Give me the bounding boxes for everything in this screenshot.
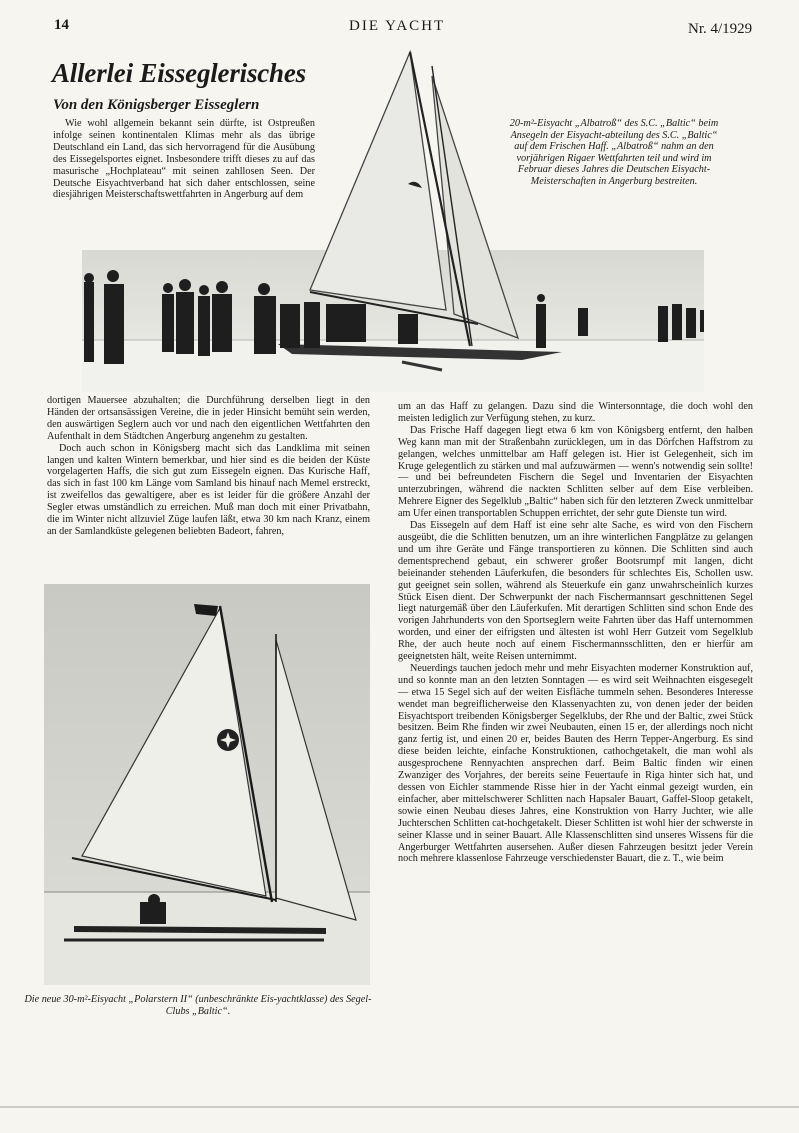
bottom-photo-caption: Die neue 30-m²-Eisyacht „Polarstern II“ (unbeschränkte Eis-yachtklasse) des Segel-Clubs „Baltic“. [24, 994, 372, 1017]
right-paragraph-2: Das Eissegeln auf dem Haff ist eine sehr alte Sache, es wird von den Fischern ausgeübt, die die Schlitten benutzen, um an ihre winterlichen Fangplätze zu gelangen und um ihre Geräte und Fänge transportieren zu können. Die Schlitten sind auch dementsprechend gebaut, ein schwerer großer Bootsrumpf mit langen, dicht beieinander stehenden Läuferkufen, die besonders für schlechtes Eis, Schollen usw. gut geeignet sein sollen, während als Steuerkufe ein ganz unwahrscheinlich kurzes Stück Eisen dient. Der Schwerpunkt der nach Fischermannsart geschnittenen Segel liegt naturgemäß über den Läuferkufen. Mit derartigen Schlitten sind schon Ende des vorigen Jahrhunderts von den Sportseglern weite Fahrten über das Haff unternommen worden, und einer der eifrigsten und ältesten ist wohl Herr Gutzeit vom Segelklub Rhe, der auch heute noch auf einem Fischermannsschlitten, den er hierfür am geeignetsten hält, weite Reisen unternimmt. [398, 520, 753, 663]
left-paragraph-2: Doch auch schon in Königsberg macht sich das Landklima mit seinen langen und kalten Wintern bemerkbar, und hier sind es die beiden der Küste vorgelagerten Haffs, die sich gut zum Eissegeln eignen. Das Kurische Haff, das sich in fast 100 km Länge vom Samland bis hinauf nach Memel erstreckt, ist zweifellos das gewaltigere, aber es ist leider für die größere Anzahl der Segler etwas umständlich zu erreichen. Muß man doch mit einer Privatbahn, die im Winter nicht allzuviel Züge laufen läßt, etwa 30 km nach Kranz, einem an der Samlandküste gelegenen beliebten Badeort, fahren, [47, 442, 370, 537]
right-column [398, 401, 753, 865]
right-paragraph-1: Das Frische Haff dagegen liegt etwa 6 km von Königsberg entfernt, den halben Weg kann man mit der Straßenbahn zurücklegen, um in das Dörfchen Haffstrom zu gelangen, welches unmittelbar am Haff gelegen ist. Hier ist Gelegenheit, sich im Kruge gelegentlich zu stärken und mal aufzuwärmen — wenn's notwendig sein sollte! — und bei befreundeten Fischern die Segel und Inventarien der Eisyachten unterzubringen, während die nackten Schlitten selber auf dem Eise verbleiben. Mehrere Eigner des Segelklub „Baltic“ haben sich für den letzteren Zweck unmittelbar am Ufer einen transportablen Schuppen errichtet, der sehr gute Dienste tun wird. [398, 424, 753, 520]
bottom-photo [44, 584, 370, 985]
page-number: 14 [54, 17, 69, 33]
left-paragraph-1: dortigen Mauersee abzuhalten; die Durchführung derselben liegt in den Händen der ortsansässigen Vereine, die in jeder Hinsicht bemüht sein werden, den auswärtigen Seglern auch vor und nach den eigentlichen Wettfahrten den Aufenthalt in dem Städtchen Angerburg angenehm zu gestalten. [47, 395, 370, 442]
top-photo-caption: 20-m²-Eisyacht „Albatroß“ des S.C. „Baltic“ beim Ansegeln der Eisyacht-abteilung des S.C. „Baltic“ auf dem Frischen Haff. „Albatroß“ nahm an den vorjährigen Rigaer Wettfahrten teil und wird im Februar dieses Jahres die Deutschen Eisyacht-Meisterschaften in Angerburg bestreiten. [509, 118, 719, 187]
top-photo [82, 48, 704, 392]
right-paragraph-0: um an das Haff zu gelangen. Dazu sind die Wintersonntage, die doch wohl den meisten lediglich zur Verfügung stehen, zu kurz. [398, 401, 753, 424]
article-title: Allerlei Eisseglerisches [52, 58, 306, 88]
left-column-upper [47, 395, 370, 538]
issue-number: Nr. 4/1929 [688, 21, 753, 37]
page-bottom-edge [0, 1106, 799, 1108]
article-subtitle: Von den Königsberger Eisseglern [53, 97, 260, 113]
journal-name: DIE YACHT [349, 18, 446, 34]
right-paragraph-3: Neuerdings tauchen jedoch mehr und mehr Eisyachten moderner Konstruktion auf, und so konnte man an den letzten Sonntagen — es wird seit Weihnachten eisgesegelt — etwa 15 Segel sich auf der weiten Eisfläche tummeln sehen. Besonderes Interesse wendet man begreiflicherweise den Klassenyachten zu, von denen jeder der beiden Eisyachtsport treibenden Königsberger Segelklubs, der Rhe und der Baltic, zwei Stück besitzen. Beim Rhe finden wir zwei Neubauten, einen 15 er, der allerdings noch nicht ganz fertig ist, und einen 20 er, beides Bauten des Herrn Tepper-Angerburg. Es sind diese beiden leichte, einfache Konstruktionen, cathochgetakelt, die man wohl als ausgesprochene Rennyachten ansprechen darf. Beim Baltic finden wir einen Zwanziger des Vorjahres, der bereits seine Feuertaufe in Riga hinter sich hat, und dessen von Eichler stammende Risse hier in der Yacht einmal gezeigt wurden, ein einfacher, aber mittelschwerer Schlitten nach Hapsaler Bauart, Gaffel-Sloop getakelt, sowie einen Neubau dieses Jahres, eine Konstruktion von Harry Juchter, wie alle Juchterschen Schlitten cat-hochgetakelt. Dieser Schlitten ist wohl hier der schwerste in seiner Klasse und in seiner Bauart. Alle Klassenschlitten sind unseres Wissens für die Angerburger Wettfahrten ausersehen. Außer diesen Fahrzeugen besitzt jeder Verein noch mehrere klassenlose Fahrzeuge verschiedenster Bauart, die z. T., wie beim [398, 662, 753, 865]
intro-text: Wie wohl allgemein bekannt sein dürfte, ist Ostpreußen infolge seinen kontinentalen Klimas mehr als das übrige Deutschland ein Land, das sich hervorragend für die Ausübung des Eissegelsportes eignet. Insbesondere trifft dieses zu auf das masurische „Hochplateau“ mit seinen zahllosen Seen. Der Deutsche Eisyachtverband hat sich daher entschlossen, seine diesjährigen Meisterschaftswettfahrten in Angerburg auf dem [53, 118, 315, 201]
